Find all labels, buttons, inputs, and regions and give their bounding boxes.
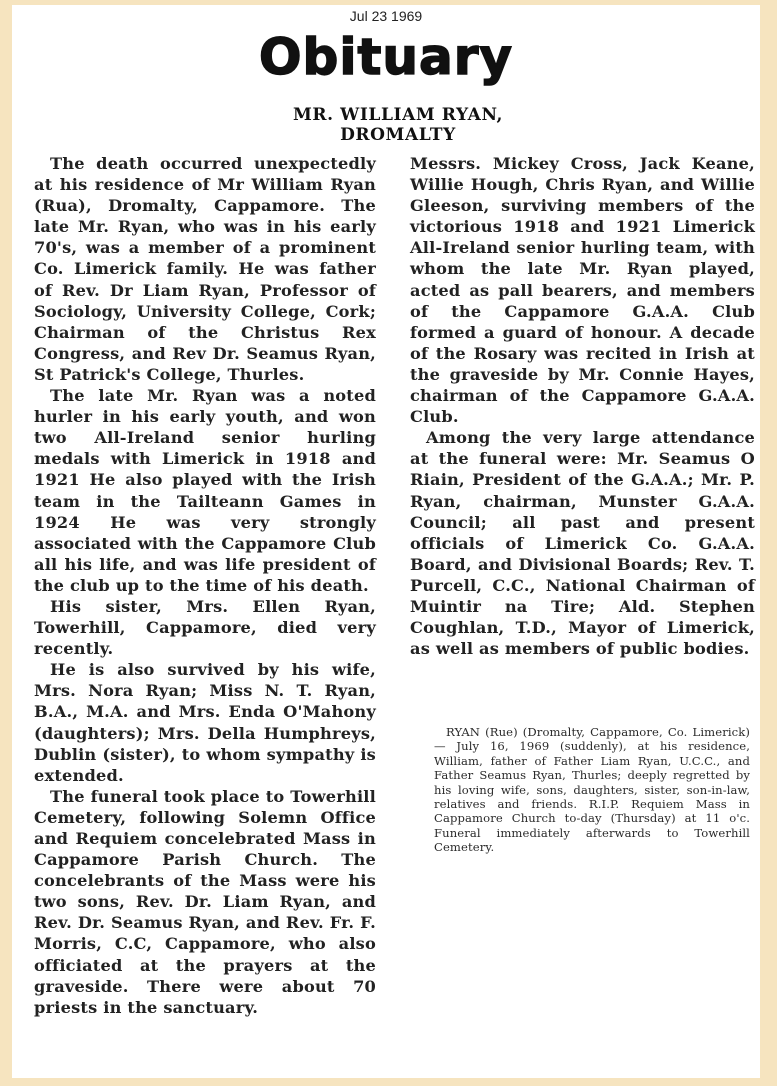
article-paragraph: The late Mr. Ryan was a noted hurler in his early youth, and won two All-Ireland senior hurling medals with Limerick in 1918 and 1921 He also played with the Irish team in the Tailteann Games in 1924 He was very strongly associated with the Cappamore Club all his life, and was life president of the club up to the time of his death. (34, 386, 376, 595)
death-notice-text: RYAN (Rue) (Dromalty, Cappamore, Co. Limerick) — July 16, 1969 (suddenly), at his residence, William, father of Father Liam Ryan, U.C.C., and Father Seamus Ryan, Thurles; deeply regretted by his loving wife, sons, daughters, sister, son-in-law, relatives and friends. R.I.P. Requiem Mass in Cappamore Church to-day (Thursday) at 11 o'c. Funeral immediately afterwards to Towerhill Cemetery. (434, 725, 750, 855)
death-notice (434, 725, 750, 855)
headline-place: DROMALTY (340, 125, 456, 145)
obituary-masthead: Obituary (259, 28, 513, 86)
article-paragraph: His sister, Mrs. Ellen Ryan, Towerhill, Cappamore, died very recently. (34, 596, 376, 659)
obituary-headline (248, 105, 548, 145)
article-paragraph: The funeral took place to Towerhill Cemetery, following Solemn Office and Requiem concelebrated Mass in Cappamore Parish Church. The concelebrants of the Mass were his two sons, Rev. Dr. Liam Ryan, and Rev. Dr. Seamus Ryan, and Rev. Fr. F. Morris, C.C, Cappamore, who also officiated at the prayers at the graveside. There were about 70 priests in the sanctuary. (34, 786, 376, 1017)
article-paragraph: Among the very large attendance at the funeral were: Mr. Seamus O Riain, President of the G.A.A.; Mr. P. Ryan, chairman, Munster G.A.A. Council; all past and present officials of Limerick Co. G.A.A. Board, and Divisional Boards; Rev. T. Purcell, C.C., National Chairman of Muintir na Tire; Ald. Stephen Coughlan, T.D., Mayor of Limerick, as well as members of public bodies. (410, 428, 755, 659)
article-right-column (410, 153, 755, 659)
article-paragraph: Messrs. Mickey Cross, Jack Keane, Willie Hough, Chris Ryan, and Willie Gleeson, surviving members of the victorious 1918 and 1921 Limerick All-Ireland senior hurling team, with whom the late Mr. Ryan played, acted as pall bearers, and members of the Cappamore G.A.A. Club formed a guard of honour. A decade of the Rosary was recited in Irish at the graveside by Mr. Connie Hayes, chairman of the Cappamore G.A.A. Club. (410, 154, 755, 427)
newspaper-clipping (12, 5, 760, 1078)
article-paragraph: He is also survived by his wife, Mrs. Nora Ryan; Miss N. T. Ryan, B.A., M.A. and Mrs. Enda O'Mahony (daughters); Mrs. Della Humphreys, Dublin (sister), to whom sympathy is extended. (34, 660, 376, 785)
clipping-date: Jul 23 1969 (349, 8, 423, 24)
article-paragraph: The death occurred unexpectedly at his residence of Mr William Ryan (Rua), Dromalty, Cappamore. The late Mr. Ryan, who was in his early 70's, was a member of a prominent Co. Limerick family. He was father of Rev. Dr Liam Ryan, Professor of Sociology, University College, Cork; Chairman of the Christus Rex Congress, and Rev Dr. Seamus Ryan, St Patrick's College, Thurles. (34, 154, 376, 384)
headline-name: MR. WILLIAM RYAN, (292, 105, 504, 125)
article-left-column (34, 153, 376, 1018)
